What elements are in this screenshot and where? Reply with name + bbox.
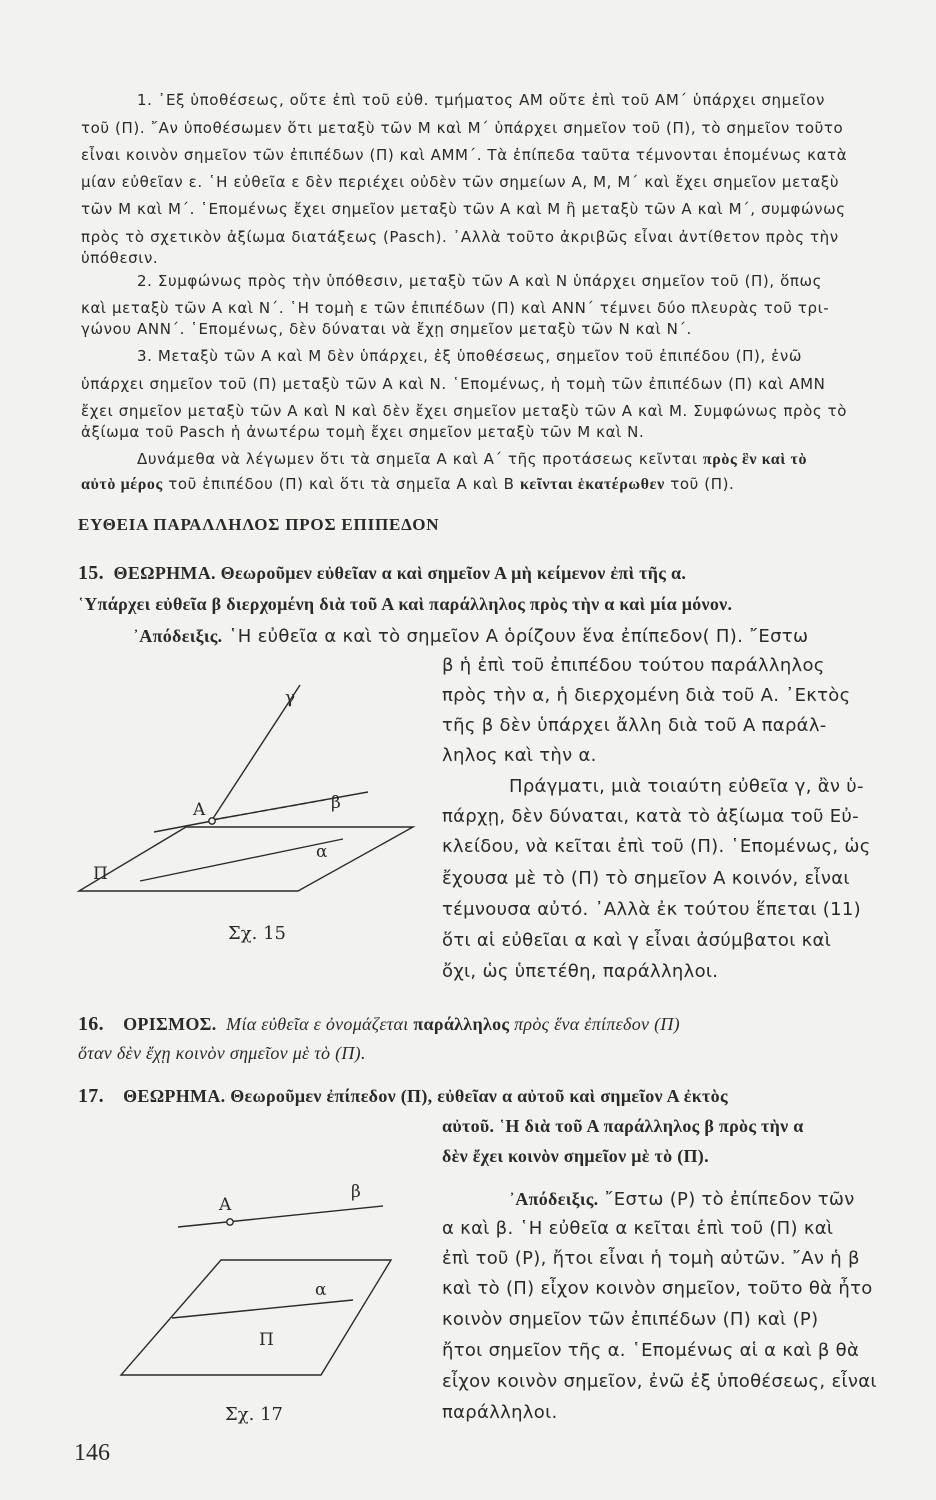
text-line: Δυνάμεθα νὰ λέγωμεν ὅτι τὰ σημεῖα Α καὶ Α΄ τῆς προτάσεως κεῖνται πρὸς ἓν καὶ τὸ [137,450,808,468]
fig15-label-a: Α [193,800,206,820]
proof-17-line: ἤτοι σημεῖον τῆς α. ῾Επομένως αἱ α καὶ β θὰ [442,1340,860,1361]
fig17-label-p: Π [259,1330,274,1350]
proof-15-line: ᾿Απόδειξις. ῾Η εὐθεῖα α καὶ τὸ σημεῖον Α ὁρίζουν ἕνα ἐπίπεδον( Π). ῎Εστω [133,626,809,647]
line-alpha-fig17 [172,1300,353,1318]
text-line: πρὸς τὸ σχετικὸν ἀξίωμα διατάξεως (Pasch). ᾿Αλλὰ τοῦτο ἀκριβῶς εἶναι ἀντίθετον πρὸς τὴν [81,228,839,246]
proof-15-line: Πράγματι, μιὰ τοιαύτη εὐθεῖα γ, ἂν ὑ- [509,776,864,797]
text-line: τοῦ (Π). ῎Αν ὑποθέσωμεν ὅτι μεταξὺ τῶν Μ καὶ Μ΄ ὑπάρχει σημεῖον τοῦ (Π), τὸ σημεῖον τοῦτο [81,119,844,137]
proof-15-line: κλείδου, νὰ κεῖται ἐπὶ τοῦ (Π). ῾Επομένως, ὡς [442,836,871,857]
section-heading: ΕΥΘΕΙΑ ΠΑΡΑΛΛΗΛΟΣ ΠΡΟΣ ΕΠΙΠΕΔΟΝ [78,515,440,534]
definition-16-line: 16. ΟΡΙΣΜΟΣ. Μία εὐθεῖα ε ὀνομάζεται παράλληλος πρὸς ἕνα ἐπίπεδον (Π) [78,1013,680,1035]
proof-15-line: τέμνουσα αὐτό. ᾿Αλλὰ ἐκ τούτου ἕπεται (11) [442,899,861,920]
plane-p-fig15 [79,827,413,891]
proof-15-line: ἔχουσα μὲ τὸ (Π) τὸ σημεῖον Α κοινόν, εἶναι [442,868,850,889]
theorem-17-line: δὲν ἔχει κοινὸν σημεῖον μὲ τὸ (Π). [442,1146,709,1166]
proof-15-line: πάρχῃ, δὲν δύναται, κατὰ τὸ ἀξίωμα τοῦ Εὐ- [442,806,859,827]
fig15-label-alpha: α [316,842,328,862]
proof-15-line: τῆς β δὲν ὑπάρχει ἄλλη διὰ τοῦ Α παράλ- [442,715,827,736]
line-alpha [140,839,343,881]
text-line: 2. Συμφώνως πρὸς τὴν ὑπόθεσιν, μεταξὺ τῶν Α καὶ Ν ὑπάρχει σημεῖον τοῦ (Π), ὅπως [137,272,823,290]
proof-17-line: καὶ τὸ (Π) εἶχον κοινὸν σημεῖον, τοῦτο θὰ ἦτο [442,1278,873,1299]
text-line: ὑπόθεσιν. [81,249,159,267]
proof-15-line: ὄχι, ὡς ὑπετέθη, παράλληλοι. [442,961,719,982]
text-line: ἔχει σημεῖον μεταξὺ τῶν Α καὶ Ν καὶ δὲν ἔχει σημεῖον μεταξὺ τῶν Α καὶ Μ. Συμφώνως πρὸς τὸ [81,402,848,420]
text-line: 3. Μεταξὺ τῶν Α καὶ Μ δὲν ὑπάρχει, ἐξ ὑποθέσεως, σημεῖον τοῦ ἐπιπέδου (Π), ἐνῶ [137,347,803,365]
figure-15-caption: Σχ. 15 [228,923,286,944]
text-line: ὑπάρχει σημεῖον τοῦ (Π) μεταξὺ τῶν Α καὶ Ν. ῾Επομένως, ἡ τομὴ τῶν ἐπιπέδων (Π) καὶ ΑΜΝ [81,375,826,393]
point-a-fig17 [227,1219,233,1225]
theorem-17-line: 17. ΘΕΩΡΗΜΑ. Θεωροῦμεν ἐπίπεδον (Π), εὐθεῖαν α αὐτοῦ καὶ σημεῖον Α ἐκτὸς [78,1085,728,1107]
proof-17-line: ἐπὶ τοῦ (Ρ), ἤτοι εἶναι ἡ τομὴ αὐτῶν. ῎Αν ἡ β [442,1248,860,1269]
proof-17-line: ᾿Απόδειξις. ῎Εστω (Ρ) τὸ ἐπίπεδον τῶν [509,1189,855,1210]
line-beta-fig17 [178,1206,383,1227]
text-line: τῶν Μ καὶ Μ΄. ῾Επομένως ἔχει σημεῖον μεταξὺ τῶν Α καὶ Μ ἢ μεταξὺ τῶν Α καὶ Μ΄, συμφώνως [81,200,846,218]
text-line: εἶναι κοινὸν σημεῖον τῶν ἐπιπέδων (Π) καὶ ΑΜΜ΄. Τὰ ἐπίπεδα ταῦτα τέμνονται ἑπομένως κατὰ [81,146,848,164]
theorem-17-line: αὐτοῦ. ῾Η διὰ τοῦ Α παράλληλος β πρὸς τὴν α [442,1116,804,1136]
proof-17-line: α καὶ β. ῾Η εὐθεῖα α κεῖται ἐπὶ τοῦ (Π) καὶ [442,1218,834,1239]
fig15-label-gamma: γ [285,688,296,708]
theorem-15-line: 15. ΘΕΩΡΗΜΑ. Θεωροῦμεν εὐθεῖαν α καὶ σημεῖον Α μὴ κείμενον ἐπὶ τῆς α. [78,562,687,584]
fig15-label-p: Π [93,864,108,884]
fig15-label-beta: β [331,793,341,813]
fig17-label-alpha: α [315,1280,327,1300]
line-beta-hidden [212,800,324,820]
theorem-15-line: ῾Υπάρχει εὐθεῖα β διερχομένη διὰ τοῦ Α καὶ παράλληλος πρὸς τὴν α καὶ μία μόνον. [78,594,733,614]
figure-17-caption: Σχ. 17 [225,1404,283,1425]
line-beta [212,792,368,820]
proof-17-line: κοινὸν σημεῖον τῶν ἐπιπέδων (Π) καὶ (Ρ) [442,1309,819,1330]
text-line: 1. ᾿Εξ ὑποθέσεως, οὔτε ἐπὶ τοῦ εὐθ. τμήματος ΑΜ οὔτε ἐπὶ τοῦ ΑΜ΄ ὑπάρχει σημεῖον [137,91,825,109]
proof-15-line: πρὸς τὴν α, ἡ διερχομένη διὰ τοῦ Α. ᾿Εκτὸς [442,685,851,706]
text-line: ἀξίωμα τοῦ Pasch ἡ ἀνωτέρω τομὴ ἔχει σημεῖον μεταξὺ τῶν Μ καὶ Ν. [81,423,645,441]
proof-15-line: ὅτι αἱ εὐθεῖαι α καὶ γ εἶναι ἀσύμβατοι καὶ [442,930,832,951]
plane-p-fig17 [121,1260,391,1375]
line-beta-left [154,821,212,832]
text-line: γώνου ΑΝΝ΄. ῾Επομένως, δὲν δύναται νὰ ἔχῃ σημεῖον μεταξὺ τῶν Ν καὶ Ν΄. [81,320,692,338]
definition-16-line: ὅταν δὲν ἔχῃ κοινὸν σημεῖον μὲ τὸ (Π). [78,1043,366,1063]
text-line: μίαν εὐθεῖαν ε. ῾Η εὐθεῖα ε δὲν περιέχει οὐδὲν τῶν σημείων Α, Μ, Μ΄ καὶ ἔχει σημεῖον μεταξὺ [81,173,840,191]
proof-17-line: παράλληλοι. [442,1402,558,1423]
proof-15-line: β ἡ ἐπὶ τοῦ ἐπιπέδου τούτου παράλληλος [442,655,825,676]
text-line: αὐτὸ μέρος τοῦ ἐπιπέδου (Π) καὶ ὅτι τὰ σημεῖα Α καὶ Β κεῖνται ἑκατέρωθεν τοῦ (Π). [81,475,735,493]
proof-15-line: ληλος καὶ τὴν α. [442,745,597,766]
proof-17-line: εἶχον κοινὸν σημεῖον, ἐνῶ ἐξ ὑποθέσεως, εἶναι [442,1371,877,1392]
fig17-label-a: Α [219,1195,232,1215]
text-line: καὶ μεταξὺ τῶν Α καὶ Ν΄. ῾Η τομὴ ε τῶν ἐπιπέδων (Π) καὶ ΑΝΝ΄ τέμνει δύο πλευρὰς τοῦ τρι- [81,299,830,317]
fig17-label-beta: β [351,1182,361,1202]
page-number: 146 [74,1440,110,1466]
point-a [209,818,215,824]
